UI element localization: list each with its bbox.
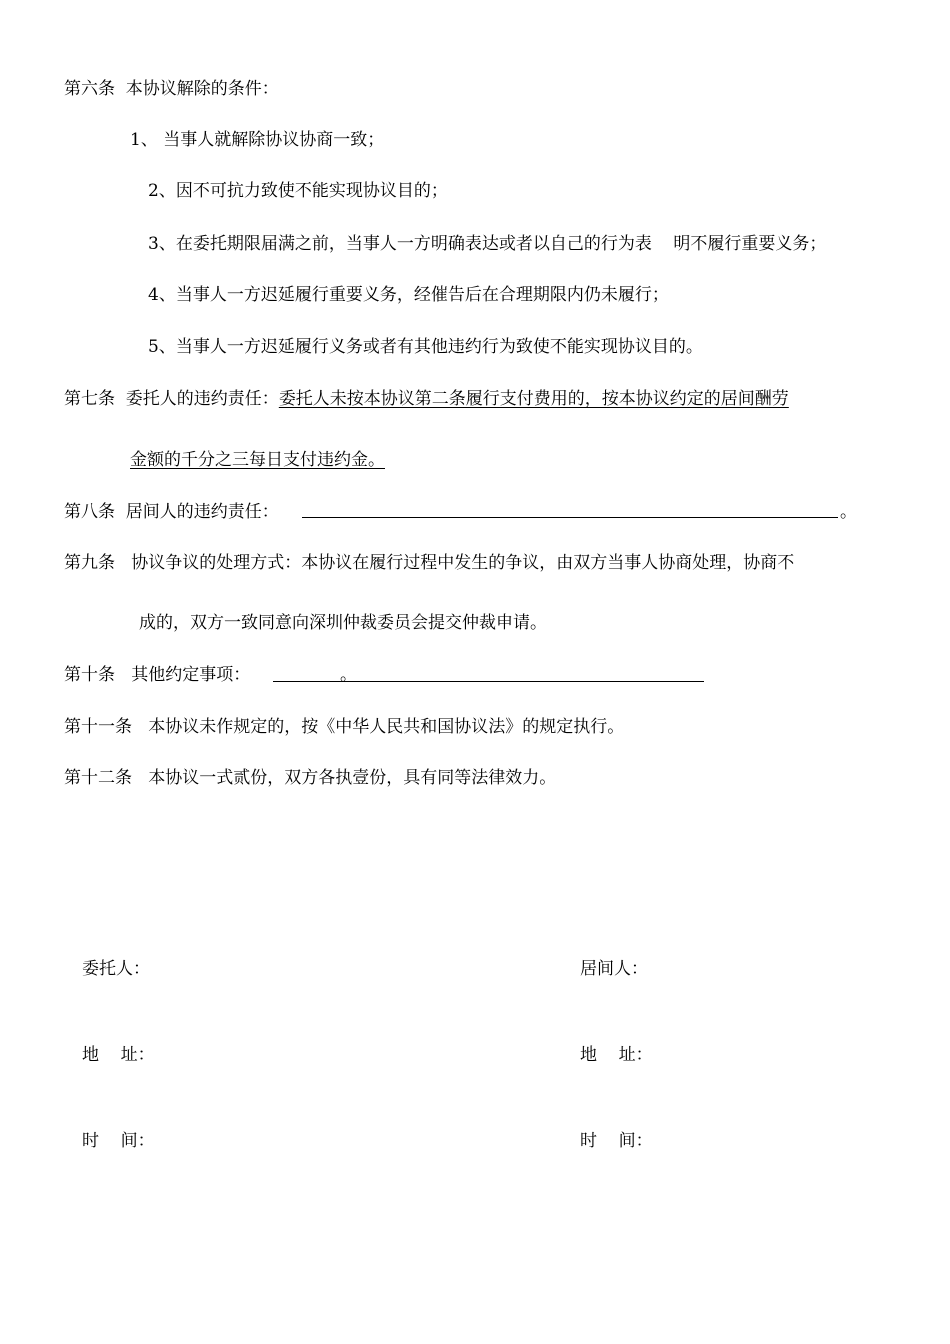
article-8-label: 第八条 居间人的违约责任：	[64, 502, 279, 522]
article-6-heading: 第六条 本协议解除的条件：	[64, 79, 279, 99]
intermediary-label: 居间人：	[580, 959, 648, 979]
client-address-label: 地 址：	[82, 1045, 155, 1065]
article-6-item-3: 3、在委托期限届满之前，当事人一方明确表达或者以自己的行为表 明不履行重要义务；	[148, 234, 827, 254]
article-8-blank-line	[302, 517, 838, 518]
intermediary-address-label: 地 址：	[580, 1045, 653, 1065]
client-time-label: 时 间：	[82, 1131, 155, 1151]
article-7-text-line-2: 金额的千分之三每日支付违约金。	[130, 450, 385, 470]
article-6-item-5: 5、当事人一方迟延履行义务或者有其他违约行为致使不能实现协议目的。	[148, 337, 703, 357]
article-6-item-2: 2、因不可抗力致使不能实现协议目的；	[148, 181, 448, 201]
article-8-end: 。	[840, 502, 857, 522]
article-10-mark: 。	[340, 665, 357, 685]
article-7-text-line-1: 委托人未按本协议第二条履行支付费用的，按本协议约定的居间酬劳	[278, 389, 789, 409]
article-9-line-2: 成的，双方一致同意向深圳仲裁委员会提交仲裁申请。	[139, 613, 547, 633]
intermediary-time-label: 时 间：	[580, 1131, 653, 1151]
article-7	[64, 388, 789, 410]
article-9-line-1: 第九条 协议争议的处理方式：本协议在履行过程中发生的争议，由双方当事人协商处理，协商不	[64, 553, 795, 573]
article-6-item-1: 1、 当事人就解除协议协商一致；	[130, 130, 385, 150]
article-11: 第十一条 本协议未作规定的，按《中华人民共和国协议法》的规定执行。	[64, 717, 625, 737]
article-7-label: 第七条 委托人的违约责任：	[64, 389, 279, 409]
article-10-label: 第十条 其他约定事项：	[64, 665, 251, 685]
article-10-blank-line	[273, 681, 704, 682]
article-12: 第十二条 本协议一式贰份，双方各执壹份，具有同等法律效力。	[64, 768, 557, 788]
client-label: 委托人：	[82, 959, 150, 979]
article-6-item-4: 4、当事人一方迟延履行重要义务，经催告后在合理期限内仍未履行；	[148, 285, 669, 305]
